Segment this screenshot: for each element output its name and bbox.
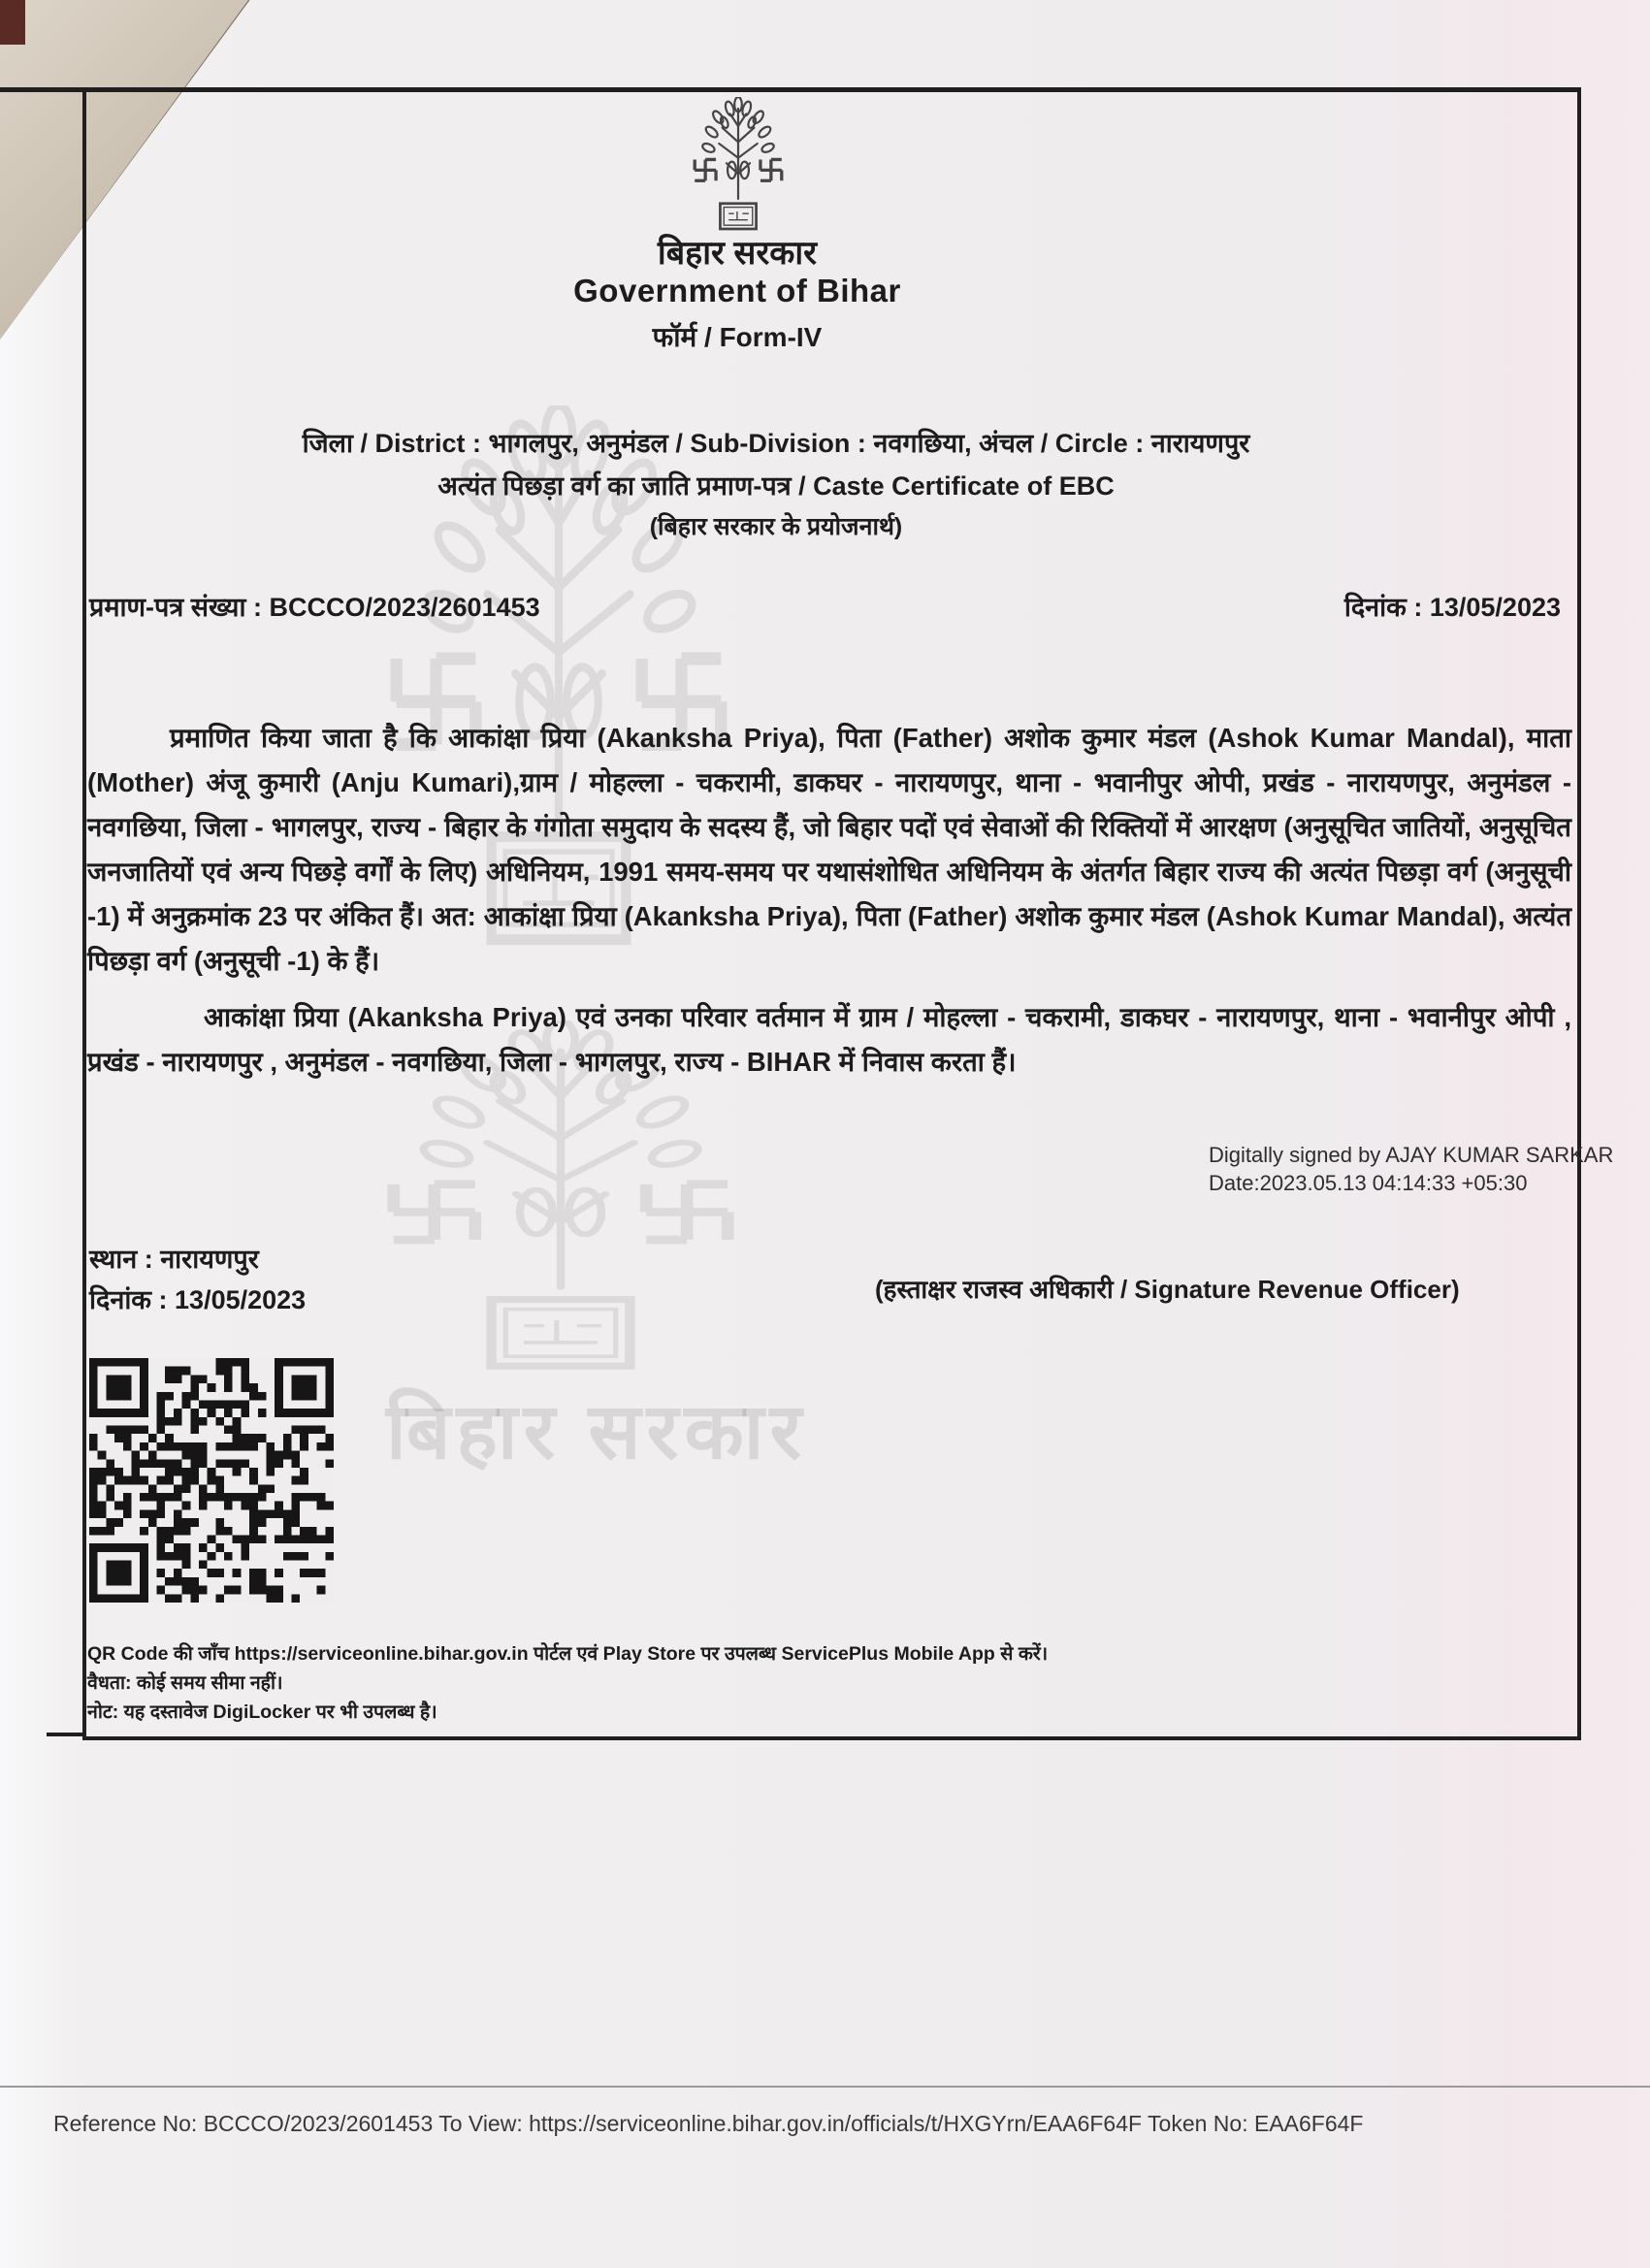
certificate-date: दिनांक : 13/05/2023 — [1343, 593, 1561, 622]
qr-verification-note: QR Code की जाँच https://serviceonline.bihar.gov.in पोर्टल एवं Play Store पर उपलब्ध ServicePlus Mobile App से करें। — [87, 1643, 1049, 1665]
scanner-edge-mark — [0, 0, 25, 45]
government-title-english: Government of Bihar — [573, 273, 901, 308]
qr-code — [89, 1358, 334, 1603]
certificate-body-paragraph-1: प्रमाणित किया जाता है कि आकांक्षा प्रिया (Akanksha Priya), पिता (Father) अशोक कुमार मंडल (Ashok Kumar Mandal), माता (Mother) अंजू कुमारी (Anju Kumari),ग्राम / मोहल्ला - चकरामी, डाकघर - नारायणपुर, थाना - भवानीपुर ओपी, प्रखंड - नारायणपुर, अनुमंडल - नवगछिया, जिला - भागलपुर, राज्य - बिहार के गंगोता समुदाय के सदस्य हैं, जो बिहार पदों एवं सेवाओं की रिक्तियों में आरक्षण (अनुसूचित जातियों, अनुसूचित जनजातियों एवं अन्य पिछड़े वर्गों के लिए) अधिनियम, 1991 समय-समय पर यथासंशोधित अधिनियम के अंतर्गत बिहार राज्य की अत्यंत पिछड़ा वर्ग (अनुसूची -1) में अनुक्रमांक 23 पर अंकित हैं। अत: आकांक्षा प्रिया (Akanksha Priya), पिता (Father) अशोक कुमार मंडल (Ashok Kumar Mandal), अत्यंत पिछड़ा वर्ग (अनुसूची -1) के हैं। — [87, 723, 1571, 976]
bihar-government-emblem-icon — [667, 97, 809, 235]
form-number: फॉर्म / Form-IV — [652, 322, 823, 352]
validity-note: वैधता: कोई समय सीमा नहीं। — [87, 1672, 283, 1694]
place-line: स्थान : नारायणपुर — [89, 1245, 259, 1274]
revenue-officer-signature-line: (हस्ताक्षर राजस्व अधिकारी / Signature Revenue Officer) — [875, 1275, 1460, 1304]
purpose-line: (बिहार सरकार के प्रयोजनार्थ) — [649, 513, 903, 540]
certificate-number: प्रमाण-पत्र संख्या : BCCCO/2023/2601453 — [89, 593, 540, 622]
reference-line: Reference No: BCCCO/2023/2601453 To View: https://serviceonline.bihar.gov.in/officials/t/HXGYrn/EAA6F64F Token No: EAA6F64F — [53, 2111, 1364, 2136]
reference-divider — [0, 2086, 1650, 2088]
digital-signature-block — [1209, 1141, 1613, 1197]
digital-signature-line1: Digitally signed by AJAY KUMAR SARKAR — [1209, 1143, 1614, 1167]
signature-date-line: दिनांक : 13/05/2023 — [89, 1285, 307, 1314]
border-bottom-extension — [47, 1733, 85, 1736]
district-subdivision-circle-line: जिला / District : भागलपुर, अनुमंडल / Sub-Division : नवगछिया, अंचल / Circle : नारायणपुर — [302, 429, 1250, 458]
government-title-hindi: बिहार सरकार — [657, 235, 818, 272]
certificate-title-line: अत्यंत पिछड़ा वर्ग का जाति प्रमाण-पत्र / Caste Certificate of EBC — [437, 471, 1115, 501]
digilocker-note: नोट: यह दस्तावेज DigiLocker पर भी उपलब्ध है। — [87, 1701, 437, 1723]
border-top-extension — [0, 87, 83, 92]
digital-signature-line2: Date:2023.05.13 04:14:33 +05:30 — [1209, 1171, 1528, 1195]
watermark-text: बिहार सरकार — [386, 1388, 808, 1474]
certificate-body-paragraph-2: आकांक्षा प्रिया (Akanksha Priya) एवं उनका परिवार वर्तमान में ग्राम / मोहल्ला - चकरामी, डाकघर - नारायणपुर, थाना - भवानीपुर ओपी , प्रखंड - नारायणपुर , अनुमंडल - नवगछिया, जिला - भागलपुर, राज्य - BIHAR में निवास करता हैं। — [87, 1002, 1571, 1077]
